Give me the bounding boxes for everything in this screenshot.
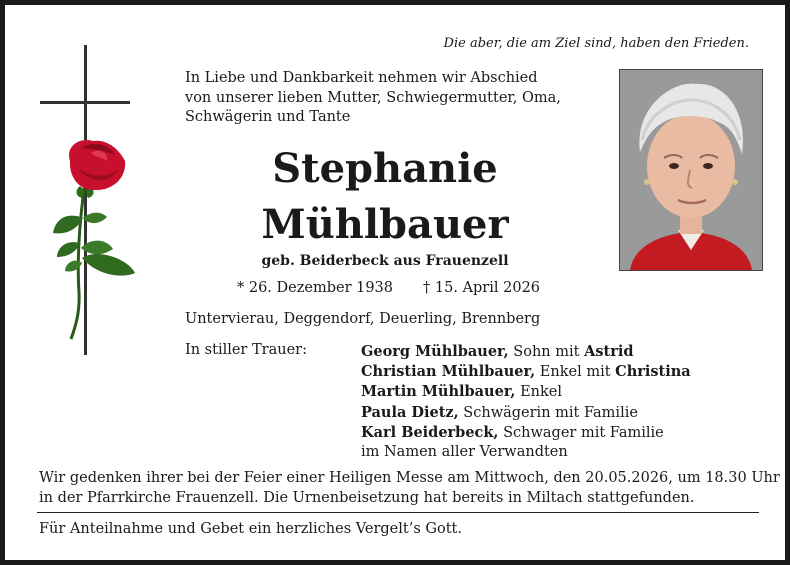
deceased-last-name: Mühlbauer bbox=[261, 201, 509, 248]
thanks-text: Für Anteilnahme und Gebet ein herzliches Vergelt’s Gott. bbox=[39, 521, 462, 537]
epitaph-quote: Die aber, die am Ziel sind, haben den Frieden. bbox=[443, 36, 749, 51]
deceased-photo bbox=[619, 69, 763, 271]
mourner-line bbox=[361, 403, 691, 423]
life-dates bbox=[237, 280, 540, 296]
mourner-text: Astrid bbox=[584, 343, 634, 360]
intro-line: In Liebe und Dankbarkeit nehmen wir Abschied bbox=[185, 70, 538, 86]
mourner-text: Sohn mit bbox=[508, 344, 585, 360]
maiden-name: geb. Beiderbeck aus Frauenzell bbox=[261, 253, 509, 269]
intro-line: Schwägerin und Tante bbox=[185, 109, 351, 125]
intro-line: von unserer lieben Mutter, Schwiegermutter, Oma, bbox=[185, 89, 561, 106]
death-date: † 15. April 2026 bbox=[423, 280, 541, 296]
mourner-line bbox=[361, 423, 691, 443]
cross-rose-illustration bbox=[35, 43, 160, 365]
intro-text bbox=[185, 69, 585, 128]
rose-icon bbox=[53, 140, 135, 339]
service-line: Wir gedenken ihrer bei der Feier einer Heiligen Messe am Mittwoch, den 20.05.2026, um 18.30 Uhr bbox=[39, 470, 780, 486]
deceased-first-name: Stephanie bbox=[272, 145, 498, 192]
mourner-text: Christian Mühlbauer, bbox=[361, 363, 536, 381]
mourner-line bbox=[361, 382, 691, 402]
mourner-text: Enkel mit bbox=[535, 364, 616, 381]
mourner-text: Christina bbox=[615, 363, 691, 381]
mourner-line bbox=[361, 342, 691, 362]
mourner-text: Schwägerin mit Familie bbox=[458, 404, 638, 421]
mourner-line bbox=[361, 443, 691, 462]
cross-icon bbox=[40, 45, 130, 355]
mourner-text: Karl Beiderbeck, bbox=[361, 423, 499, 441]
mourner-text: im Namen aller Verwandten bbox=[361, 444, 568, 461]
mourner-text: Paula Dietz, bbox=[361, 403, 459, 421]
mourner-text: Martin Mühlbauer, bbox=[361, 383, 516, 401]
mourner-text: Schwager mit Familie bbox=[498, 424, 664, 441]
mourning-label: In stiller Trauer: bbox=[185, 342, 307, 358]
mourners-list bbox=[361, 342, 691, 462]
birth-date: * 26. Dezember 1938 bbox=[237, 280, 394, 296]
divider bbox=[37, 512, 759, 513]
mourner-line bbox=[361, 362, 691, 382]
service-info bbox=[39, 469, 780, 508]
mourner-text: Enkel bbox=[515, 384, 563, 401]
places-list: Untervierau, Deggendorf, Deuerling, Brennberg bbox=[185, 311, 541, 327]
service-line: in der Pfarrkirche Frauenzell. Die Urnenbeisetzung hat bereits in Miltach stattgefunden. bbox=[39, 489, 695, 506]
mourner-text: Georg Mühlbauer, bbox=[361, 343, 509, 360]
